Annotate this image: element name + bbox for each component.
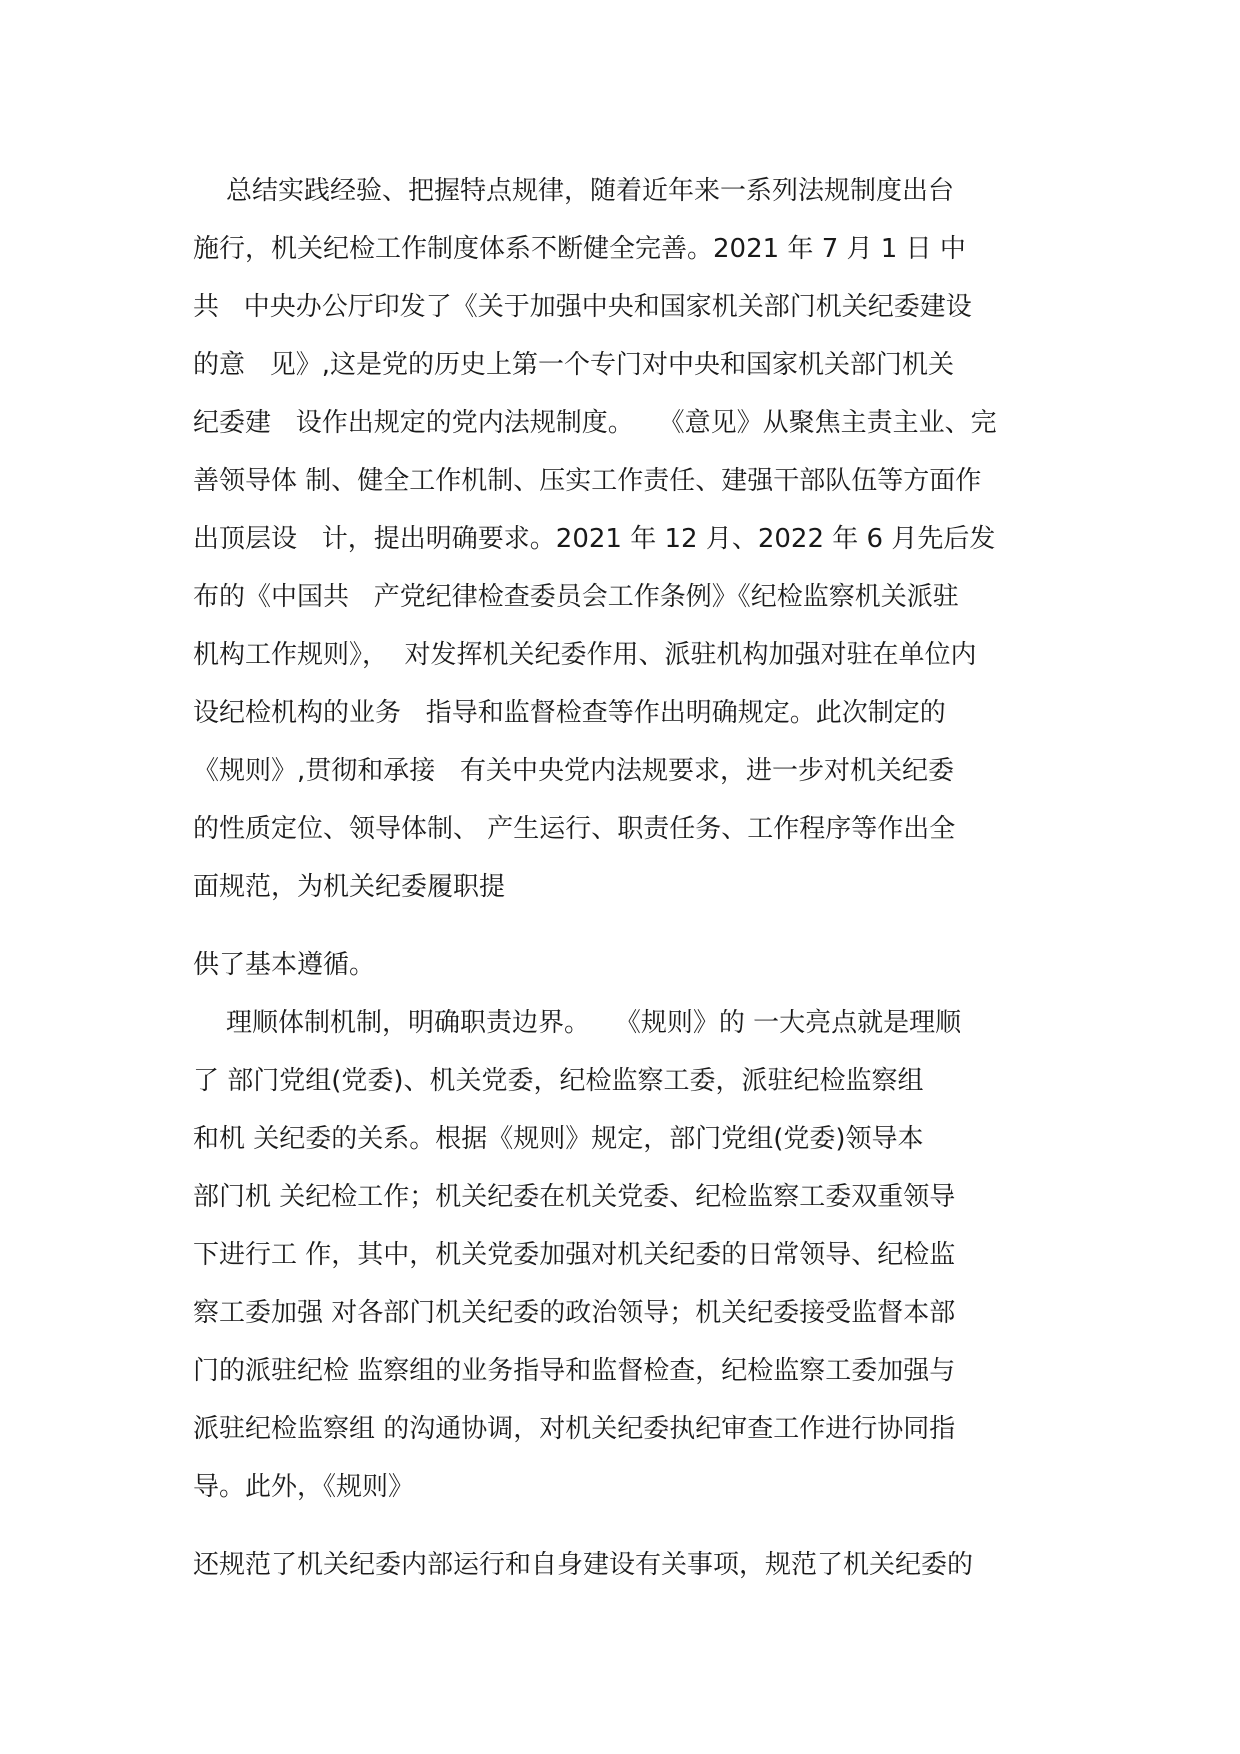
text-line: 施行，机关纪检工作制度体系不断健全完善。2021 年 7 月 1 日 中 xyxy=(193,234,966,264)
text-line: 门的派驻纪检 监察组的业务指导和监督检查，纪检监察工委加强与 xyxy=(193,1356,956,1386)
paragraph-1 xyxy=(193,162,1063,916)
text-line: 了 部门党组(党委)、机关党委，纪检监察工委，派驻纪检监察组 xyxy=(193,1066,924,1096)
text-line: 总结实践经验、把握特点规律，随着近年来一系列法规制度出台 xyxy=(193,176,955,206)
paragraph-gap xyxy=(193,916,1063,936)
text-line: 的性质定位、领导体制、 产生运行、职责任务、工作程序等作出全 xyxy=(193,814,956,844)
text-line: 和机 关纪委的关系。根据《规则》规定，部门党组(党委)领导本 xyxy=(193,1124,924,1154)
text-line: 面规范，为机关纪委履职提 xyxy=(193,872,506,902)
text-line: 察工委加强 对各部门机关纪委的政治领导；机关纪委接受监督本部 xyxy=(193,1298,956,1328)
paragraph-gap xyxy=(193,1516,1063,1536)
text-line: 《规则》,贯彻和承接 有关中央党内法规要求，进一步对机关纪委 xyxy=(193,756,955,786)
text-line: 下进行工 作，其中，机关党委加强对机关纪委的日常领导、纪检监 xyxy=(193,1240,956,1270)
text-line: 导。此外，《规则》 xyxy=(193,1472,415,1502)
document-body xyxy=(193,162,1063,1594)
text-line: 纪委建 设作出规定的党内法规制度。 《意见》从聚焦主责主业、完 xyxy=(193,408,997,438)
text-line: 善领导体 制、健全工作机制、压实工作责任、建强干部队伍等方面作 xyxy=(193,466,982,496)
text-line: 还规范了机关纪委内部运行和自身建设有关事项，规范了机关纪委的 xyxy=(193,1550,974,1580)
paragraph-3 xyxy=(193,1536,1063,1594)
paragraph-2 xyxy=(193,936,1063,1516)
text-line: 派驻纪检监察组 的沟通协调，对机关纪委执纪审查工作进行协同指 xyxy=(193,1414,956,1444)
text-line: 机构工作规则》， 对发挥机关纪委作用、派驻机构加强对驻在单位内 xyxy=(193,640,977,670)
text-line: 共 中央办公厅印发了《关于加强中央和国家机关部门机关纪委建设 xyxy=(193,292,972,322)
text-line: 出顶层设 计，提出明确要求。2021 年 12 月、2022 年 6 月先后发 xyxy=(193,524,996,554)
text-line: 部门机 关纪检工作；机关纪委在机关党委、纪检监察工委双重领导 xyxy=(193,1182,956,1212)
text-line: 布的《中国共 产党纪律检查委员会工作条例》《纪检监察机关派驻 xyxy=(193,582,959,612)
text-line: 的意 见》,这是党的历史上第一个专门对中央和国家机关部门机关 xyxy=(193,350,955,380)
text-line: 供了基本遵循。 xyxy=(193,950,376,980)
text-line: 理顺体制机制，明确职责边界。 《规则》的 一大亮点就是理顺 xyxy=(193,1008,962,1038)
text-line: 设纪检机构的业务 指导和监督检查等作出明确规定。此次制定的 xyxy=(193,698,946,728)
